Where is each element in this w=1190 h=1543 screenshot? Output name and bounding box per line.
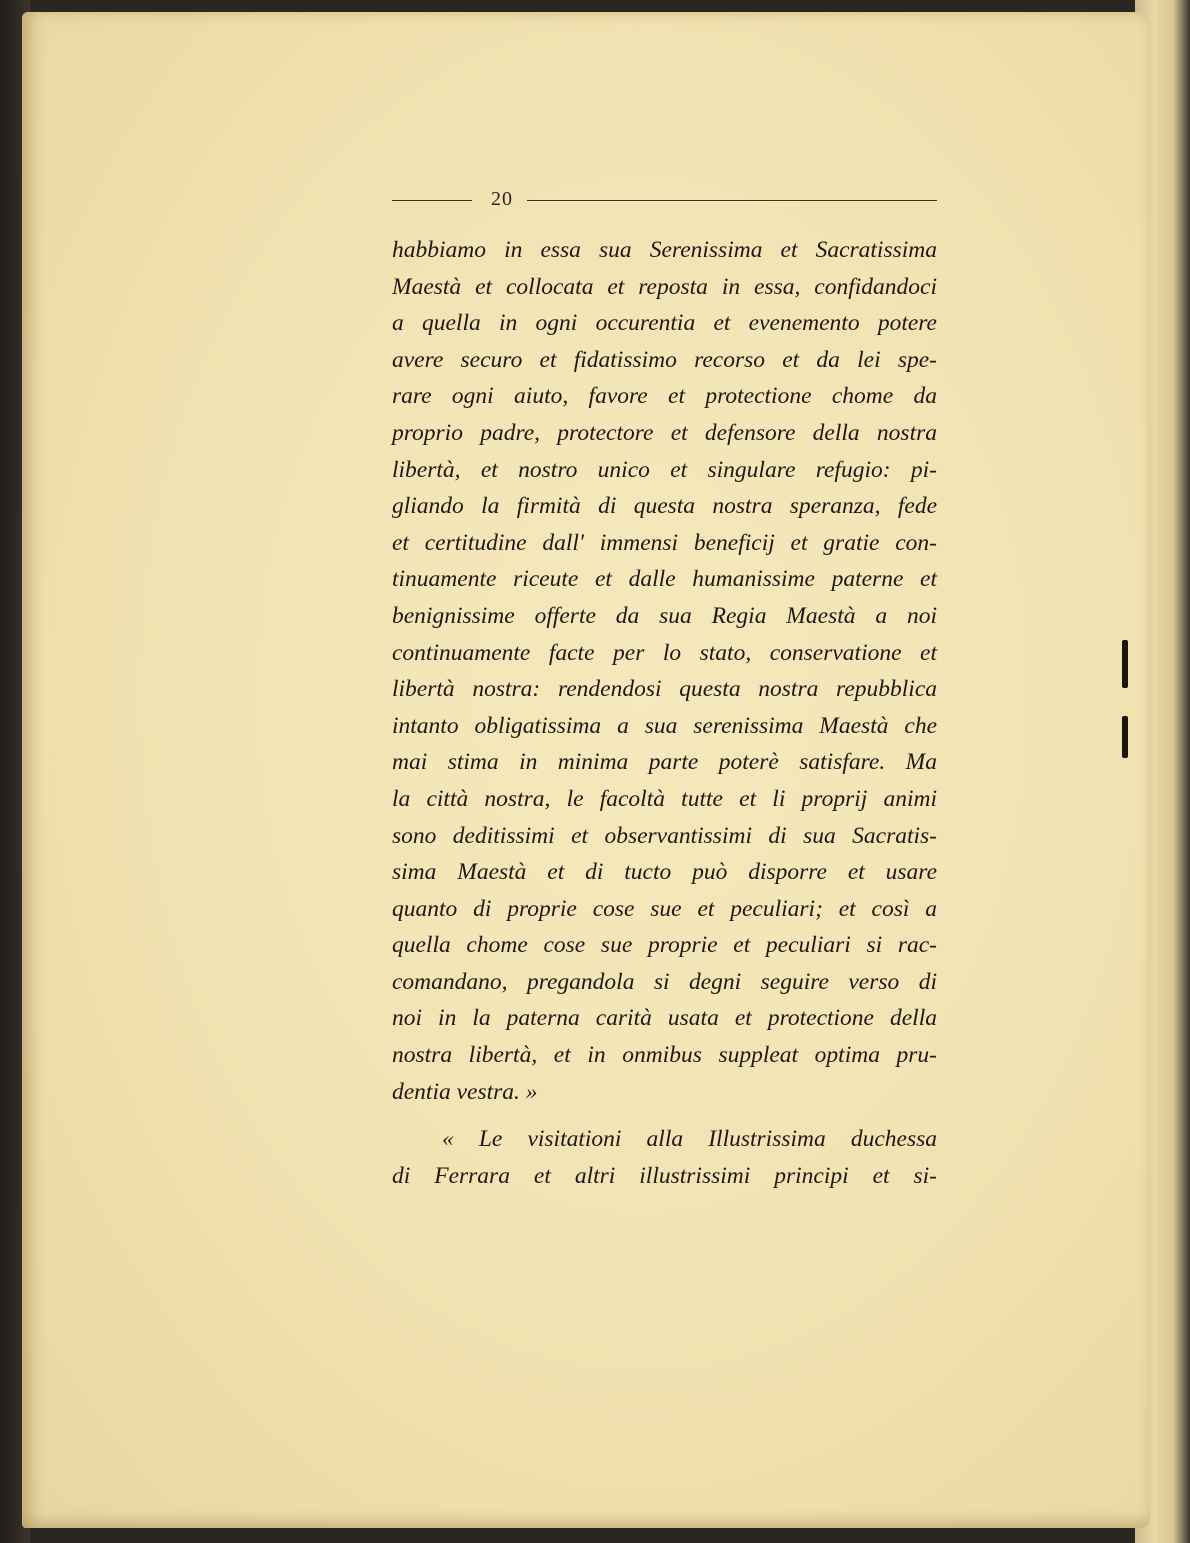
body-text [392,232,937,1194]
paragraph-2 [392,1121,937,1194]
text-line: proprio padre, protectore et defensore della nostra [392,419,937,446]
text-line: et certitudine dall' immensi beneficij et gratie con- [392,529,937,556]
text-line: la città nostra, le facoltà tutte et li proprij animi [392,785,937,812]
page-number: 20 [491,188,513,210]
header-rule-right [527,200,937,201]
text-line: intanto obligatissima a sua serenissima Maestà che [392,712,937,739]
text-line: tinuamente riceute et dalle humanissime paterne et [392,566,937,593]
text-line: libertà, et nostro unico et singulare refugio: pi- [392,456,937,483]
text-line: noi in la paterna carità usata et protectione della [392,1005,937,1032]
paragraph-gap [392,1110,937,1121]
text-line: sima Maestà et di tucto può disporre et usare [392,859,937,886]
text-line: di Ferrara et altri illustrissimi principi et si- [392,1162,937,1189]
text-line: continuamente facte per lo stato, conservatione et [392,639,937,666]
text-line: benignissime offerte da sua Regia Maestà a noi [392,602,937,629]
text-line: rare ogni aiuto, favore et protectione chome da [392,383,937,410]
text-line: nostra libertà, et in onmibus suppleat optima pru- [392,1042,937,1069]
text-line: mai stima in minima parte poterè satisfare. Ma [392,749,937,776]
header-rule-left [392,200,472,201]
text-line: a quella in ogni occurentia et evenemento potere [392,310,937,337]
margin-bracket-mark [1122,640,1128,688]
paragraph-1 [392,232,937,1110]
text-line: « Le visitationi alla Illustrissima duchessa [442,1126,937,1153]
text-line: gliando la firmità di questa nostra speranza, fede [392,493,937,520]
text-line: sono deditissimi et observantissimi di sua Sacratis- [392,822,937,849]
text-line: quella chome cose sue proprie et peculiari si rac- [392,932,937,959]
text-line: habbiamo in essa sua Serenissima et Sacratissima [392,237,937,263]
text-line: dentia vestra. » [392,1078,538,1105]
text-line: avere securo et fidatissimo recorso et da lei spe- [392,346,937,373]
running-header [392,188,937,212]
text-line: libertà nostra: rendendosi questa nostra repubblica [392,676,937,703]
text-line: quanto di proprie cose sue et peculiari; et così a [392,895,937,922]
text-line: comandano, pregandola si degni seguire verso di [392,968,937,995]
text-line: Maestà et collocata et reposta in essa, confidandoci [392,273,937,300]
margin-bracket-mark [1122,716,1128,758]
